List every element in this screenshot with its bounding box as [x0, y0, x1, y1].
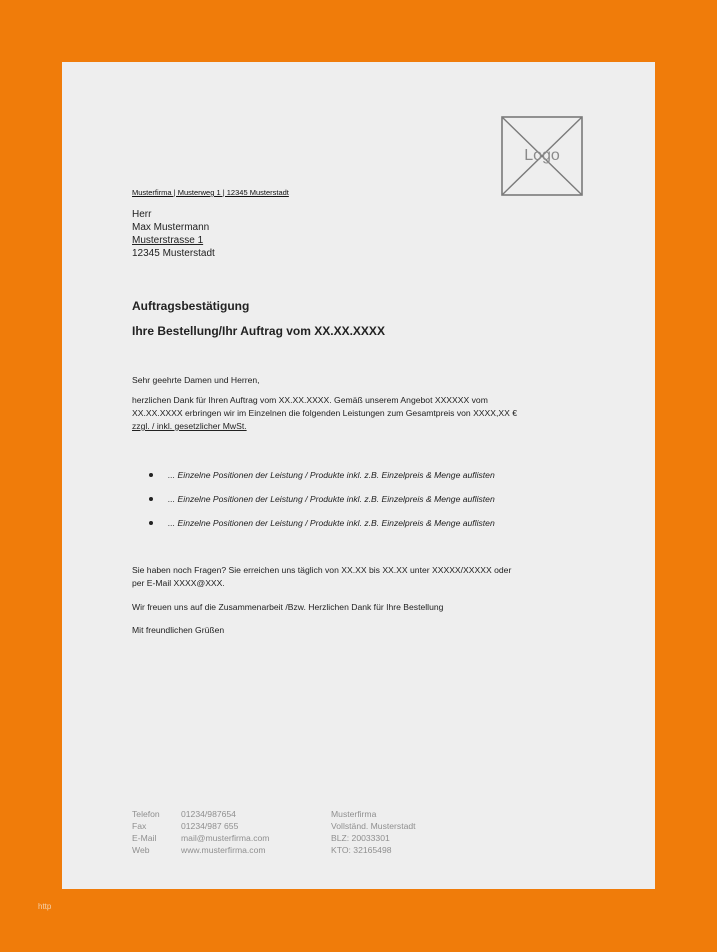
logo-placeholder	[501, 116, 583, 196]
intro-paragraph	[132, 394, 592, 433]
list-item-text: ... Einzelne Positionen der Leistung / Produkte inkl. z.B. Einzelpreis & Menge auflisten	[168, 494, 495, 504]
footer-values	[181, 808, 269, 856]
closing-line: Mit freundlichen Grüßen	[132, 625, 225, 635]
list-item	[132, 494, 602, 518]
footer-label: E-Mail	[132, 833, 157, 843]
footer-labels	[132, 808, 160, 856]
salutation: Sehr geehrte Damen und Herren,	[132, 375, 260, 385]
footer-label: Telefon	[132, 809, 160, 819]
intro-line: herzlichen Dank für Ihren Auftrag vom XX.XX.XXXX. Gemäß unserem Angebot XXXXXX vom	[132, 395, 488, 405]
sender-address-line: Musterfirma | Musterweg 1 | 12345 Musterstadt	[132, 188, 289, 197]
footer-company-line: Musterfirma	[331, 809, 377, 819]
footer-label: Web	[132, 845, 150, 855]
footer-company-line: Vollständ. Musterstadt	[331, 821, 416, 831]
intro-line: XX.XX.XXXX erbringen wir im Einzelnen die folgenden Leistungen zum Gesamtpreis von XXXX,XX €	[132, 408, 518, 418]
letter-page	[62, 62, 655, 889]
list-item	[132, 470, 602, 494]
footer-value: mail@musterfirma.com	[181, 833, 270, 843]
logo-label: Logo	[524, 147, 560, 164]
intro-line: zzgl. / inkl. gesetzlicher MwSt.	[132, 421, 247, 431]
recipient-line: 12345 Musterstadt	[132, 248, 215, 259]
position-list	[132, 470, 602, 542]
recipient-line: Herr	[132, 209, 152, 220]
footer-label: Fax	[132, 821, 147, 831]
questions-line: Sie haben noch Fragen? Sie erreichen uns täglich von XX.XX bis XX.XX unter XXXXX/XXXXX oder	[132, 565, 512, 575]
footer-value: 01234/987 655	[181, 821, 239, 831]
questions-paragraph	[132, 564, 592, 590]
footer-company	[331, 808, 416, 856]
footer-company-line: BLZ: 20033301	[331, 833, 390, 843]
thanks-line: Wir freuen uns auf die Zusammenarbeit /Bzw. Herzlichen Dank für Ihre Bestellung	[132, 602, 444, 612]
questions-line: per E-Mail XXXX@XXX.	[132, 578, 225, 588]
bullet-icon	[149, 497, 153, 501]
recipient-line: Musterstrasse 1	[132, 235, 204, 246]
bullet-icon	[149, 521, 153, 525]
bullet-icon	[149, 473, 153, 477]
recipient-line: Max Mustermann	[132, 222, 210, 233]
document-subtitle: Ihre Bestellung/Ihr Auftrag vom XX.XX.XXXX	[132, 324, 385, 338]
list-item	[132, 518, 602, 542]
footer-value: www.musterfirma.com	[181, 845, 266, 855]
footer-value: 01234/987654	[181, 809, 236, 819]
list-item-text: ... Einzelne Positionen der Leistung / Produkte inkl. z.B. Einzelpreis & Menge auflisten	[168, 518, 495, 528]
list-item-text: ... Einzelne Positionen der Leistung / Produkte inkl. z.B. Einzelpreis & Menge auflisten	[168, 470, 495, 480]
recipient-address	[132, 208, 215, 260]
document-title: Auftragsbestätigung	[132, 299, 250, 313]
page-reference: http	[38, 902, 52, 911]
footer-company-line: KTO: 32165498	[331, 845, 392, 855]
